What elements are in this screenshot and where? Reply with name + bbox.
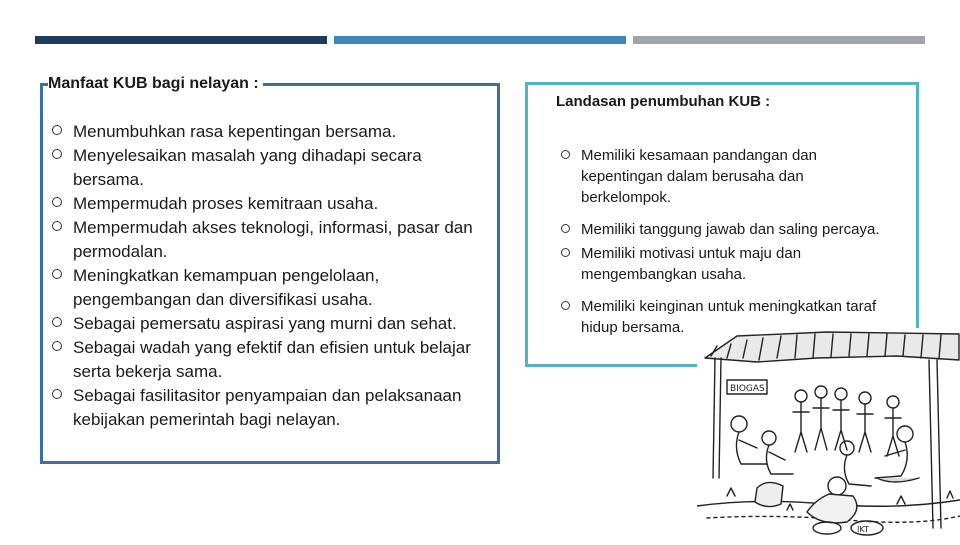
circle-bullet-icon [52, 389, 62, 399]
list-item [52, 264, 492, 312]
circle-bullet-icon [52, 197, 62, 207]
list-item-text: Sebagai fasilitasitor penyampaian dan pelaksanaan kebijakan pemerintah bagi nelayan. [73, 386, 462, 429]
circle-bullet-icon [561, 224, 570, 233]
circle-bullet-icon [52, 317, 62, 327]
foundation-list [561, 145, 891, 347]
list-item-text: Memiliki motivasi untuk maju dan mengembangkan usaha. [581, 245, 802, 283]
list-item [52, 120, 492, 144]
circle-bullet-icon [52, 221, 62, 231]
list-item-text: Mempermudah akses teknologi, informasi, pasar dan permodalan. [73, 218, 473, 261]
list-item [561, 145, 891, 208]
accent-bar-dark [35, 36, 327, 44]
sign-label: BIOGAS [730, 384, 765, 394]
list-item [561, 243, 891, 285]
accent-bar-blue [334, 36, 626, 44]
circle-bullet-icon [52, 341, 62, 351]
list-item [52, 336, 492, 384]
list-item [52, 144, 492, 192]
circle-bullet-icon [561, 301, 570, 310]
list-item [52, 384, 492, 432]
list-item-text: Menyelesaikan masalah yang dihadapi secara bersama. [73, 146, 422, 189]
list-item-text: Memiliki kesamaan pandangan dan kepentingan dalam berusaha dan berkelompok. [581, 147, 817, 206]
benefits-title: Manfaat KUB bagi nelayan : [48, 74, 263, 94]
list-item [52, 216, 492, 264]
circle-bullet-icon [52, 149, 62, 159]
list-item-text: Sebagai pemersatu aspirasi yang murni dan sehat. [73, 314, 457, 333]
list-item-text: Memiliki keinginan untuk meningkatkan taraf hidup bersama. [581, 298, 877, 336]
list-item-text: Mempermudah proses kemitraan usaha. [73, 194, 379, 213]
fishermen-group-illustration [697, 328, 960, 540]
list-item [52, 312, 492, 336]
list-item-text: Menumbuhkan rasa kepentingan bersama. [73, 122, 397, 141]
circle-bullet-icon [52, 269, 62, 279]
foundation-title: Landasan penumbuhan KUB : [556, 93, 771, 110]
circle-bullet-icon [52, 125, 62, 135]
list-item [52, 192, 492, 216]
list-item-text: Memiliki tanggung jawab dan saling percaya. [581, 221, 880, 238]
list-item [561, 219, 891, 240]
accent-bar-gray [633, 36, 925, 44]
list-item-text: Sebagai wadah yang efektif dan efisien untuk belajar serta bekerja sama. [73, 338, 471, 381]
basket-label: IKT [857, 525, 869, 534]
fishermen-sketch [697, 328, 960, 540]
circle-bullet-icon [561, 248, 570, 257]
list-item-text: Meningkatkan kemampuan pengelolaan, pengembangan dan diversifikasi usaha. [73, 266, 380, 309]
benefits-list [52, 120, 492, 432]
circle-bullet-icon [561, 150, 570, 159]
